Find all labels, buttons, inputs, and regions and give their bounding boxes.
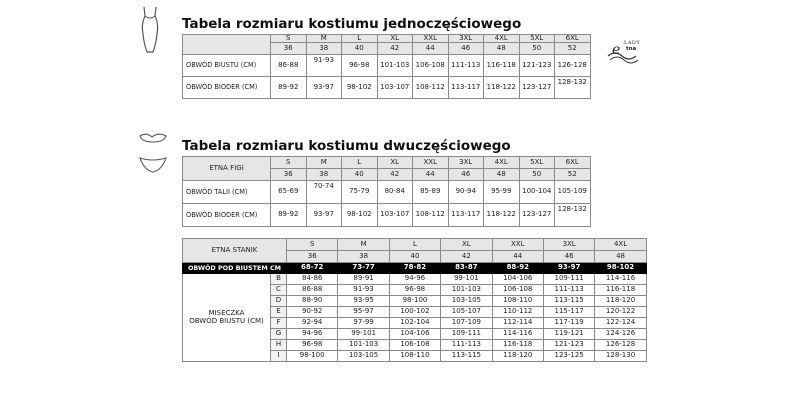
table-cell: 113-117 [448,77,484,99]
table-cell: 128-132 [555,204,591,227]
table-cell: 86-88 [271,55,307,77]
table-cell: 98-100 [287,351,338,362]
cup-letter: D [271,296,287,307]
size-number: 40 [342,169,378,181]
table-cell: 98-100 [389,296,440,307]
table-cell: 116-118 [595,285,646,296]
table-cell: 70-74 [306,181,342,204]
table-cell: 107-109 [441,318,492,329]
table-cell: 106-108 [413,55,449,77]
table-cell: 114-116 [595,274,646,285]
table-cell: 86-88 [287,285,338,296]
table-cell: 96-98 [389,285,440,296]
table-cell: 114-116 [492,329,543,340]
table-cell: 103-107 [377,204,413,227]
size-header: S [271,157,307,169]
table-cell: 105-109 [555,181,591,204]
size-header: S [287,239,338,251]
lady-etna-logo [606,40,642,62]
size-header: 4XL [595,239,646,251]
size-header: L [342,35,378,43]
table-cell: 104-106 [389,329,440,340]
table-cell: 118-122 [484,77,520,99]
table-cell: 113-115 [441,351,492,362]
table-cell: 93-97 [306,204,342,227]
cup-letter: F [271,318,287,329]
row-label-bust: OBWÓD BIUSTU (CM) [183,55,271,77]
table-cell: 116-118 [484,55,520,77]
size-number: 48 [484,43,520,55]
table-cell: 120-122 [595,307,646,318]
cup-letter: H [271,340,287,351]
size-number: 42 [441,251,492,263]
table-cell: 123-127 [519,204,555,227]
underbust-cell: 83-87 [441,263,492,274]
corner-cell-figi: ETNA FIGI [183,157,271,181]
size-number: 52 [555,43,591,55]
row-label-hips: OBWÓD BIODER (CM) [183,77,271,99]
size-number: 50 [519,169,555,181]
table-cell: 111-113 [543,285,594,296]
table-cell: 124-126 [595,329,646,340]
size-header: XL [441,239,492,251]
table-cell: 111-113 [441,340,492,351]
table-cell: 117-119 [543,318,594,329]
cup-label-line1: MISECZKA [208,308,245,317]
underbust-label: OBWÓD POD BIUSTEM CM [183,263,287,274]
table-cell: 90-92 [287,307,338,318]
size-number: 38 [306,169,342,181]
size-number: 38 [306,43,342,55]
cup-letter: E [271,307,287,318]
table-cell: 93-97 [306,77,342,99]
table-cell: 108-112 [413,77,449,99]
logo-text-bottom: tna [626,46,637,52]
size-header: XL [377,35,413,43]
table-cell: 115-117 [543,307,594,318]
table-cell: 113-117 [448,204,484,227]
cup-label-line2: OBWÓD BIUSTU (CM) [189,317,264,325]
size-number: 46 [448,43,484,55]
table-cell: 106-108 [389,340,440,351]
table-cell: 118-120 [595,296,646,307]
table-cell: 89-91 [338,274,389,285]
table-cell: 80-84 [377,181,413,204]
table-cell: 101-103 [377,55,413,77]
table-cell: 108-110 [389,351,440,362]
table-cell: 98-102 [342,77,378,99]
table-cell: 95-99 [484,181,520,204]
table-cell: 126-128 [595,340,646,351]
bra-size-table [182,238,647,362]
size-number: 50 [519,43,555,55]
table-cell: 100-102 [389,307,440,318]
svg-text:e: e [612,42,621,58]
size-number: 38 [338,251,389,263]
size-header: M [306,157,342,169]
bikini-icon [136,130,170,176]
table-cell: 102-104 [389,318,440,329]
table-cell: 109-111 [441,329,492,340]
table-cell: 65-69 [271,181,307,204]
table-cell: 96-98 [342,55,378,77]
table-cell: 123-127 [519,77,555,99]
size-header: 5XL [519,35,555,43]
size-number: 48 [484,169,520,181]
table-cell: 112-114 [492,318,543,329]
cup-label [183,274,271,362]
table-cell: 98-102 [342,204,378,227]
size-number: 36 [271,43,307,55]
table-cell: 96-98 [287,340,338,351]
table-cell: 109-111 [543,274,594,285]
logo-text-top: LADY [624,40,641,46]
table-cell: 122-124 [595,318,646,329]
size-number: 46 [448,169,484,181]
underbust-cell: 73-77 [338,263,389,274]
table-cell: 116-118 [492,340,543,351]
two-piece-title: Tabela rozmiaru kostiumu dwuczęściowego [182,138,511,154]
table-cell: 128-132 [555,77,591,99]
table-cell: 85-89 [413,181,449,204]
size-header: 6XL [555,35,591,43]
table-cell: 103-107 [377,77,413,99]
cup-letter: B [271,274,287,285]
underbust-cell: 98-102 [595,263,646,274]
table-cell: 91-93 [338,285,389,296]
size-header: 6XL [555,157,591,169]
one-piece-swimsuit-icon [136,4,164,56]
size-header: XXL [492,239,543,251]
size-number: 44 [413,43,449,55]
table-cell: 126-128 [555,55,591,77]
size-number: 36 [287,251,338,263]
corner-cell [183,35,271,55]
table-cell: 95-97 [338,307,389,318]
table-cell: 104-106 [492,274,543,285]
table-cell: 99-101 [441,274,492,285]
size-header: 5XL [519,157,555,169]
table-cell: 103-105 [338,351,389,362]
underbust-cell: 88-92 [492,263,543,274]
table-cell: 101-103 [338,340,389,351]
size-header: S [271,35,307,43]
size-header: 3XL [448,157,484,169]
size-header: XXL [413,157,449,169]
table-cell: 110-112 [492,307,543,318]
row-label-hips: OBWÓD BIODER (CM) [183,204,271,227]
table-cell: 119-121 [543,329,594,340]
table-cell: 103-105 [441,296,492,307]
one-piece-title: Tabela rozmiaru kostiumu jednoczęściowego [182,16,522,32]
table-cell: 121-123 [519,55,555,77]
table-cell: 106-108 [492,285,543,296]
size-header: 3XL [448,35,484,43]
table-cell: 99-101 [338,329,389,340]
size-number: 46 [543,251,594,263]
size-header: L [389,239,440,251]
table-cell: 101-103 [441,285,492,296]
table-cell: 108-112 [413,204,449,227]
two-piece-size-table [182,156,591,227]
table-cell: 92-94 [287,318,338,329]
table-cell: 93-95 [338,296,389,307]
size-header: 4XL [484,35,520,43]
size-header: M [306,35,342,43]
size-number: 36 [271,169,307,181]
size-number: 42 [377,169,413,181]
table-cell: 89-92 [271,204,307,227]
corner-cell-stanik: ETNA STANIK [183,239,287,263]
table-cell: 90-94 [448,181,484,204]
size-number: 42 [377,43,413,55]
underbust-cell: 68-72 [287,263,338,274]
underbust-cell: 93-97 [543,263,594,274]
table-cell: 94-96 [287,329,338,340]
size-number: 40 [342,43,378,55]
table-cell: 128-130 [595,351,646,362]
size-number: 44 [492,251,543,263]
size-number: 52 [555,169,591,181]
size-header: XXL [413,35,449,43]
table-cell: 91-93 [306,55,342,77]
table-cell: 75-79 [342,181,378,204]
size-number: 48 [595,251,646,263]
row-label-waist: OBWÓD TALII (CM) [183,181,271,204]
table-cell: 105-107 [441,307,492,318]
table-cell: 118-122 [484,204,520,227]
table-cell: 108-110 [492,296,543,307]
table-cell: 100-104 [519,181,555,204]
size-header: 4XL [484,157,520,169]
table-cell: 113-115 [543,296,594,307]
cup-letter: G [271,329,287,340]
table-cell: 88-90 [287,296,338,307]
size-header: XL [377,157,413,169]
table-cell: 123-125 [543,351,594,362]
one-piece-size-table [182,34,591,99]
table-cell: 97-99 [338,318,389,329]
size-header: L [342,157,378,169]
table-cell: 118-120 [492,351,543,362]
cup-letter: I [271,351,287,362]
table-cell: 111-113 [448,55,484,77]
table-cell: 121-123 [543,340,594,351]
size-header: M [338,239,389,251]
cup-letter: C [271,285,287,296]
table-cell: 94-96 [389,274,440,285]
underbust-cell: 78-82 [389,263,440,274]
size-header: 3XL [543,239,594,251]
size-number: 40 [389,251,440,263]
size-number: 44 [413,169,449,181]
table-cell: 89-92 [271,77,307,99]
table-cell: 84-86 [287,274,338,285]
